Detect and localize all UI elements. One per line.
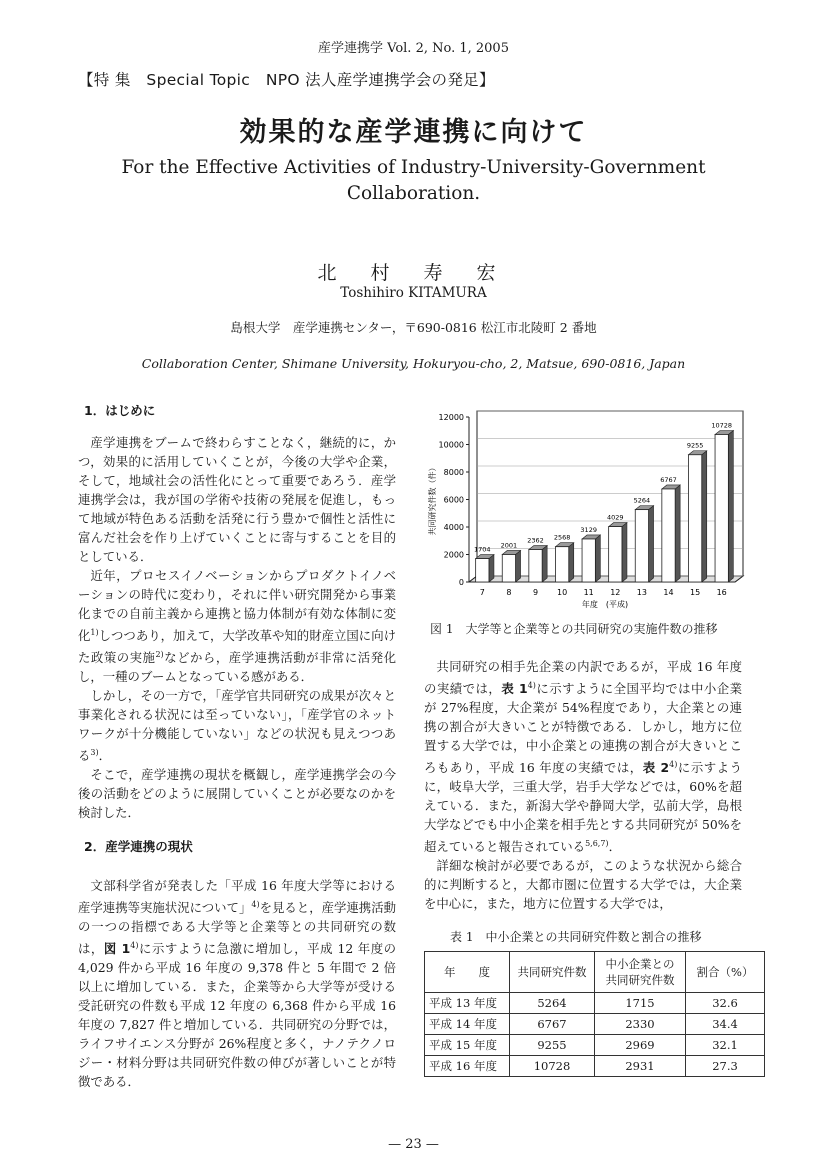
- bar-value-label: 1704: [474, 545, 491, 554]
- text: 近年，プロセスイノベーションからプロダクトイノベーションの時代に変わり，それに伴い研究開発から事業化までの自前主義から連携と協力体制が有効な体制に変化: [78, 568, 396, 644]
- reference: 4): [527, 681, 536, 690]
- bar: [688, 455, 701, 582]
- reference: 4): [669, 760, 678, 770]
- bar-side: [595, 535, 600, 582]
- x-tick-label: 15: [690, 588, 701, 597]
- paragraph: [78, 686, 396, 765]
- text: を見ると，産学連携活動の一つの指標である大学等と企業等との共同研究の数は，: [78, 900, 397, 957]
- bar: [715, 434, 728, 582]
- bar-value-label: 10728: [711, 421, 733, 430]
- y-tick-label: 2000: [443, 550, 464, 560]
- text: に示すように，岐阜大学，三重大学，岩手大学などでは，60%を超えている．また，新潟大学や静岡大学，弘前大学，島根大学などでも中小企業を相手先とする共同研究が 50%を超えていると報告されている: [424, 760, 743, 855]
- reference: 4): [130, 941, 139, 951]
- section1-heading: 1．はじめに: [84, 403, 156, 418]
- table-cell: 平成 16 年度: [425, 1056, 510, 1077]
- y-tick-label: 4000: [443, 523, 464, 532]
- x-tick-label: 8: [506, 588, 512, 597]
- bar-value-label: 2568: [553, 533, 571, 542]
- table-cell: 1715: [595, 993, 686, 1014]
- y-tick-label: 10000: [438, 440, 464, 450]
- bar: [555, 547, 568, 582]
- paragraph: [78, 566, 396, 686]
- text: しつつあり，加えて，大学改革や知的財産立国に向けた政策の実施: [78, 628, 396, 666]
- table-header-row: [425, 952, 765, 993]
- table-cell: 9255: [510, 1035, 595, 1056]
- paragraph: そこで，産学連携の現状を概観し，産学連携学会の今後の活動をどのように展開していくことが必要なのかを検討した．: [78, 767, 396, 821]
- bar-side: [675, 485, 680, 582]
- x-tick-label: 10: [557, 588, 568, 597]
- table-cell: 10728: [510, 1056, 595, 1077]
- paragraph: [78, 876, 396, 1091]
- bar-value-label: 5264: [633, 496, 651, 505]
- bar: [609, 527, 622, 582]
- table-header: 年 度: [425, 952, 510, 993]
- y-axis-label: 共同研究件数（件）: [428, 463, 437, 536]
- table-cell: 6767: [510, 1014, 595, 1035]
- x-tick-label: 13: [636, 588, 647, 597]
- y-tick-label: 8000: [443, 468, 464, 477]
- section2-heading: 2．産学連携の現状: [84, 839, 193, 854]
- reference: 2): [155, 650, 164, 660]
- bar: [529, 550, 542, 582]
- y-tick-label: 6000: [443, 495, 464, 505]
- table1-caption: 表 1 中小企業との共同研究件数と割合の推移: [450, 930, 702, 944]
- x-tick-label: 12: [610, 588, 621, 597]
- bar-chart: [425, 410, 745, 615]
- special-topic-label: 【特 集 Special Topic NPO 法人産学連携学会の発足】: [78, 71, 495, 89]
- table-cell: 27.3: [686, 1056, 765, 1077]
- table-row: [425, 1014, 765, 1035]
- reference: 4): [251, 900, 260, 909]
- bar-side: [489, 555, 494, 582]
- table-row: [425, 1035, 765, 1056]
- bar-value-label: 2362: [527, 536, 544, 545]
- bar: [662, 489, 675, 582]
- reference: 5,6,7): [585, 839, 609, 849]
- x-tick-label: 9: [532, 588, 539, 597]
- bar-side: [569, 543, 574, 582]
- table-row: [425, 1056, 765, 1077]
- table-cell: 2969: [595, 1035, 686, 1056]
- section1-body: [78, 433, 396, 822]
- table-cell: 32.6: [686, 993, 765, 1014]
- text: ．: [608, 839, 621, 855]
- table-cell: 平成 14 年度: [425, 1014, 510, 1035]
- figure1: [425, 410, 745, 615]
- author-japanese: 北 村 寿 宏: [317, 262, 510, 284]
- bar: [502, 554, 515, 582]
- table-cell: 平成 15 年度: [425, 1035, 510, 1056]
- reference: 3): [90, 748, 99, 758]
- author-english: Toshihiro KITAMURA: [340, 285, 487, 301]
- text: などから，産学連携活動が非常に活発化し，一種のブームとなっている感がある．: [78, 650, 397, 685]
- paragraph: 産学連携をブームで終わらすことなく，継続的に，かつ，効果的に活用していくことが，今後の大学や企業，そして，地域社会の活性化にとって重要であろう．産学連携学会は，我が国の学術や技術の発展を促進し，もって地域が特色ある活動を活発に行う豊かで個性と活性に富んだ社会を作り上げていくことに寄与することを目的としている．: [78, 435, 396, 564]
- text: 共同研究の相手先企業の内訳であるが，平成 16 年度の実績では，: [424, 659, 742, 697]
- page-number: — 23 —: [388, 1137, 439, 1152]
- table1: [424, 951, 765, 1077]
- affiliation-english: Collaboration Center, Shimane University, Hokuryou-cho, 2, Matsue, 690-0816, Japan: [141, 356, 686, 371]
- affiliation-japanese: 島根大学 産学連携センター，〒690-0816 松江市北陵町 2 番地: [230, 320, 597, 335]
- figure1-caption: 図 1 大学等と企業等との共同研究の実施件数の推移: [430, 622, 718, 636]
- table-cell: 34.4: [686, 1014, 765, 1035]
- bar-value-label: 4029: [607, 513, 624, 522]
- paragraph: [424, 657, 742, 856]
- bar-value-label: 6767: [660, 475, 677, 484]
- x-axis-label: 年度 (平成): [581, 600, 629, 609]
- bar-side: [622, 523, 627, 582]
- title-english-line1: For the Effective Activities of Industry-University-Government: [121, 157, 706, 178]
- text: に示すように全国平均では中小企業が 27%程度，大企業が 54%程度であり，大企業との連携の割合が大きいことが特徴である．しかし，地方に位置する大学では，中小企業との連携の割合が大きいところもあり，平成 16 年度の実績では，: [424, 681, 743, 776]
- y-tick-label: 12000: [438, 413, 464, 422]
- journal-header: 産学連携学 Vol. 2, No. 1, 2005: [318, 41, 509, 56]
- y-tick-label: 0: [458, 578, 464, 587]
- right-column-body: [424, 657, 742, 913]
- bar: [476, 559, 489, 582]
- text: 文部科学省が発表した「平成 16 年度大学等における産学連携等実施状況について」: [78, 878, 396, 916]
- title-japanese: 効果的な産学連携に向けて: [239, 117, 588, 148]
- x-tick-label: 7: [479, 588, 485, 597]
- figure-reference: 図 1: [103, 941, 131, 957]
- x-tick-label: 16: [716, 588, 727, 597]
- table-header: 割合（%）: [686, 952, 765, 993]
- table-reference: 表 1: [501, 681, 528, 697]
- bar-value-label: 3129: [580, 525, 597, 534]
- table-header: 共同研究件数: [510, 952, 595, 993]
- table-cell: 平成 13 年度: [425, 993, 510, 1014]
- table-cell: 32.1: [686, 1035, 765, 1056]
- table-reference: 表 2: [642, 760, 670, 776]
- text: ．: [98, 748, 111, 764]
- reference: 1): [90, 628, 99, 637]
- table-header: 中小企業との 共同研究件数: [595, 952, 686, 993]
- bar-side: [516, 550, 521, 582]
- bar: [635, 510, 648, 582]
- section2-body: [78, 876, 396, 1091]
- x-tick-label: 11: [583, 588, 594, 597]
- bar-side: [702, 451, 707, 582]
- table-cell: 2330: [595, 1014, 686, 1035]
- table-cell: 2931: [595, 1056, 686, 1077]
- title-english: [0, 155, 827, 207]
- bar-value-label: 9255: [686, 441, 704, 450]
- table-row: [425, 993, 765, 1014]
- bar-side: [542, 546, 547, 582]
- bar: [582, 539, 595, 582]
- text: しかし，その一方で，「産学官共同研究の成果が次々と事業化される状況には至っていない」，「産学官のネットワークが十分機能していない」などの状況も見えつつある: [78, 688, 396, 764]
- table-cell: 5264: [510, 993, 595, 1014]
- title-english-line2: Collaboration.: [346, 183, 481, 204]
- bar-value-label: 2001: [500, 541, 518, 550]
- bar-side: [728, 430, 733, 582]
- paragraph: 詳細な検討が必要であるが，このような状況から総合的に判断すると，大都市圏に位置する大学では，大企業を中心に，また，地方に位置する大学では，: [424, 858, 742, 912]
- x-tick-label: 14: [663, 588, 674, 597]
- text: に示すように急激に増加し，平成 12 年度の 4,029 件から平成 16 年度の 9,378 件と 5 年間で 2 倍以上に増加している．また，企業等から大学等が受ける受託研究の件数も平成 12 年度の 6,368 件から平成 16 年度の 7,827 件と増加している．共同研究の分野では，ライフサイエンス分野が 26%程度と多く，ナノテクノロジー・材料分野は共同研究件数の伸びが著しいことが特徴である．: [78, 941, 397, 1090]
- bar-side: [649, 506, 654, 582]
